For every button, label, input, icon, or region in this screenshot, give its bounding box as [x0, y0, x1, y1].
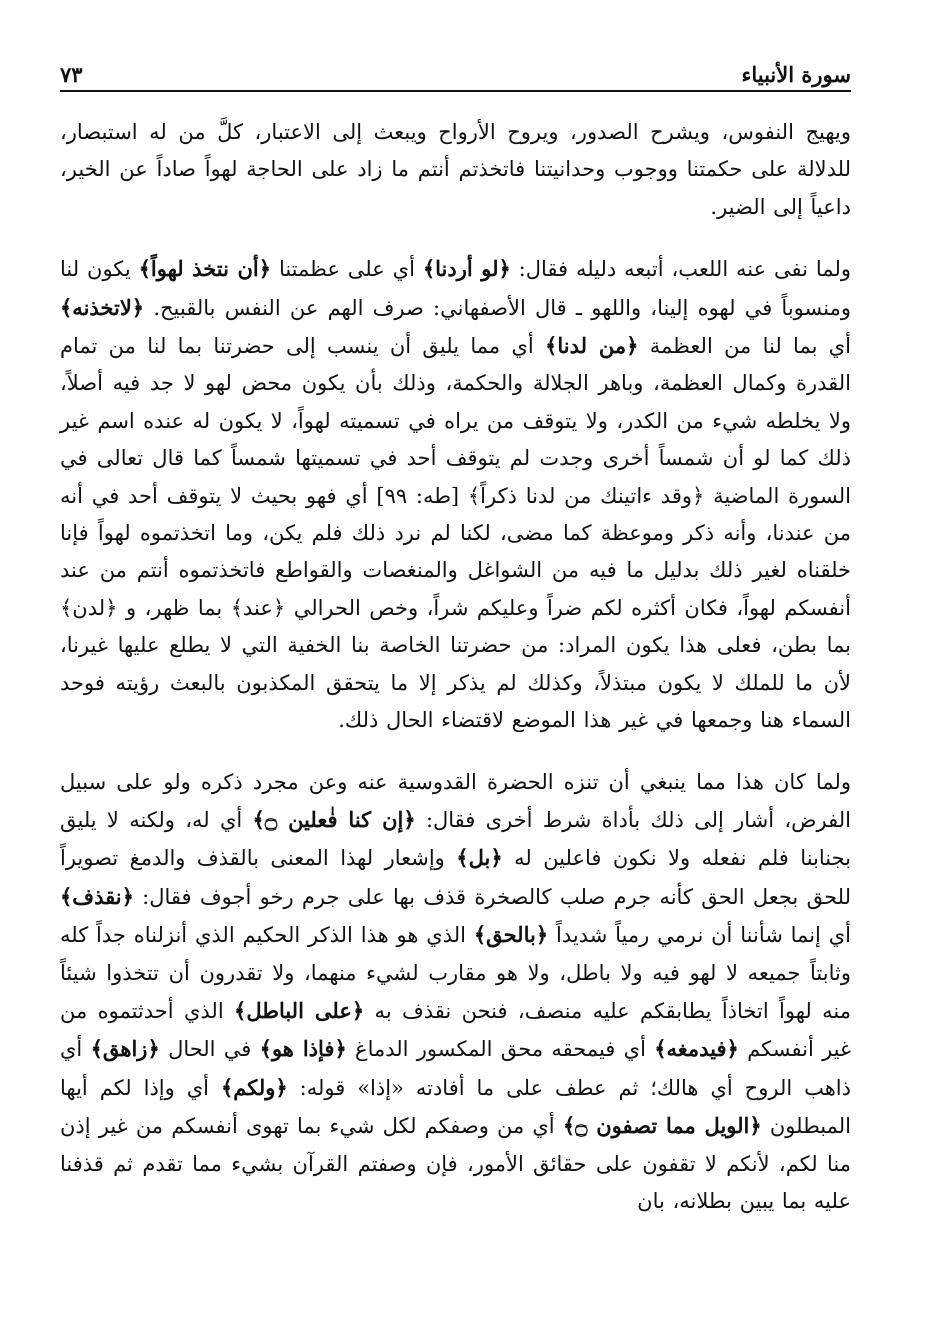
- text-segment: أي ذاهب الروح أي هالك؛ ثم عطف على ما أفادته «إذا» قوله:: [60, 1037, 851, 1100]
- quran-quote: ﴿أن نتخذ لهواً﴾: [138, 256, 272, 282]
- text-segment: أي مما يليق أن ينسب إلى حضرتنا بما لنا من تمام القدرة وكمال العظمة، وباهر الجلالة والحكمة، وذلك بأن يكون محض لهو لا جد فيه أصلاً، ولا يخلطه شيء من الكدر، ولا يتوقف من يراه في تسميته لهواً، لا يكون له عنده اسم غير ذلك كما لو أن شمساً أخرى وجدت لم يتوقف أحد في تسميتها شمساً كما قال تعالى في السورة الماضية ﴿وقد ءاتينك من لدنا ذكراً﴾ [طه: ٩٩] أي فهو بحيث لا يتوقف أحد في أنه من عندنا، وأنه ذكر وموعظة كما مضى، لكنا لم نرد ذلك فلم يكن، وما اتخذتموه لهواً فإنا خلقناه لغير ذلك بدليل ما فيه من الشواغل والمنغصات والقواطع فاتخذتموه أنتم من عند أنفسكم لهواً، فكان أكثره لكم ضراً وعليكم شراً، وخص الحرالي ﴿عند﴾ بما ظهر، و ﴿لدن﴾ بما بطن، فعلى هذا يكون المراد: من حضرتنا الخاصة بنا الخفية التي لا يطلع عليها غيرنا، لأن ما للملك لا يكون مبتذلاً، وكذلك لم يذكر إلا ما يتحقق المكذبون بالبعث رؤيته فوحد السماء هنا وجمعها في غير هذا الموضع لاقتضاء الحال ذلك.: [60, 334, 851, 733]
- quran-quote: ﴿من لدنا﴾: [545, 333, 639, 359]
- quran-quote: ﴿لاتخذنه﴾: [60, 294, 145, 320]
- text-segment: أي على عظمتنا: [271, 257, 423, 282]
- text-segment: ولما كان هذا مما ينبغي أن تنزه الحضرة القدوسية عنه وعن مجرد ذكره ولو على سبيل الفرض، أشار إلى ذلك بأداة شرط أخرى فقال:: [60, 769, 851, 832]
- quran-quote: ﴿بالحق﴾: [473, 922, 549, 948]
- text-segment: ويهيج النفوس، ويشرح الصدور، ويروح الأرواح ويبعث إلى الاعتبار، كلَّ من له استبصار، للدلالة على حكمتنا ووجوب وحدانيتنا فاتخذتم أنتم ما زاد على الحاجة لهواً صاداً عن الخير، داعياً إلى الضير.: [60, 120, 851, 219]
- text-segment: أي فيمحقه محق المكسور الدماغ: [346, 1037, 655, 1062]
- page-number: ٧٣: [60, 62, 83, 87]
- text-segment: الذي أحدثتموه من غير أنفسكم: [60, 998, 851, 1062]
- surah-title: سورة الأنبياء: [741, 62, 851, 87]
- book-page: [60, 58, 851, 1323]
- page-header: [60, 58, 851, 92]
- quran-quote: ﴿إن كنا فٰعلين ۝﴾: [252, 806, 416, 832]
- paragraph-1: [60, 114, 851, 226]
- text-segment: أي إنما شأننا أن نرمي رمياً شديداً: [548, 923, 851, 948]
- paragraph-2: [60, 250, 851, 739]
- quran-quote: ﴿زاهق﴾: [90, 1036, 160, 1062]
- text-segment: ولما نفى عنه اللعب، أتبعه دليله فقال:: [510, 257, 851, 282]
- text-segment: أي وإذا لكم أيها المبطلون: [60, 1075, 852, 1139]
- paragraph-3: [60, 764, 851, 1221]
- text-segment: أي بما لنا من العظمة: [638, 334, 851, 359]
- quran-quote: ﴿الويل مما تصفون ۝﴾: [562, 1113, 762, 1139]
- text-segment: وإشعار لهذا المعنى بالقذف والدمغ تصويراً للحق بجعل الحق كأنه جرم صلب كالصخرة قذف بها على جرم رخو أجوف فقال:: [60, 846, 851, 909]
- quran-quote: ﴿نقذف﴾: [60, 883, 134, 909]
- body-text: [60, 114, 851, 1220]
- quran-quote: ﴿فإذا هو﴾: [259, 1036, 347, 1062]
- quran-quote: ﴿على الباطل﴾: [234, 997, 365, 1023]
- text-segment: في الحال: [159, 1037, 260, 1062]
- quran-quote: ﴿بل﴾: [456, 845, 503, 871]
- text-segment: الذي هو هذا الذكر الحكيم الذي أنزلناه جداً كله وثابتاً جميعه لا لهو فيه ولا باطل، ولا هو مقارب لشيء منهما، ولا تقدرون أن تتخذوا شيئاً منه لهواً اتخاذاً يطابقكم عليه منصف، فنحن نقذف به: [60, 923, 852, 1023]
- quran-quote: ﴿لو أردنا﴾: [422, 256, 511, 282]
- quran-quote: ﴿فيدمغه﴾: [654, 1036, 739, 1062]
- text-segment: أي له، ولكنه لا يليق بجنابنا فلم نفعله ولا نكون فاعلين له: [60, 807, 852, 871]
- quran-quote: ﴿ولكم﴾: [220, 1074, 288, 1100]
- text-segment: يكون لنا ومنسوباً في لهوه إلينا، واللهو ـ قال الأصفهاني: صرف الهم عن النفس بالقبيح.: [60, 257, 851, 320]
- text-segment: أي من وصفكم لكل شيء بما تهوى أنفسكم من غير إذن منا لكم، لأنكم لا تقفون على حقائق الأمور، فإن وصفتم القرآن بشيء مما تقدم ثم قذفنا عليه بما يبين بطلانه، بان: [60, 1114, 851, 1213]
